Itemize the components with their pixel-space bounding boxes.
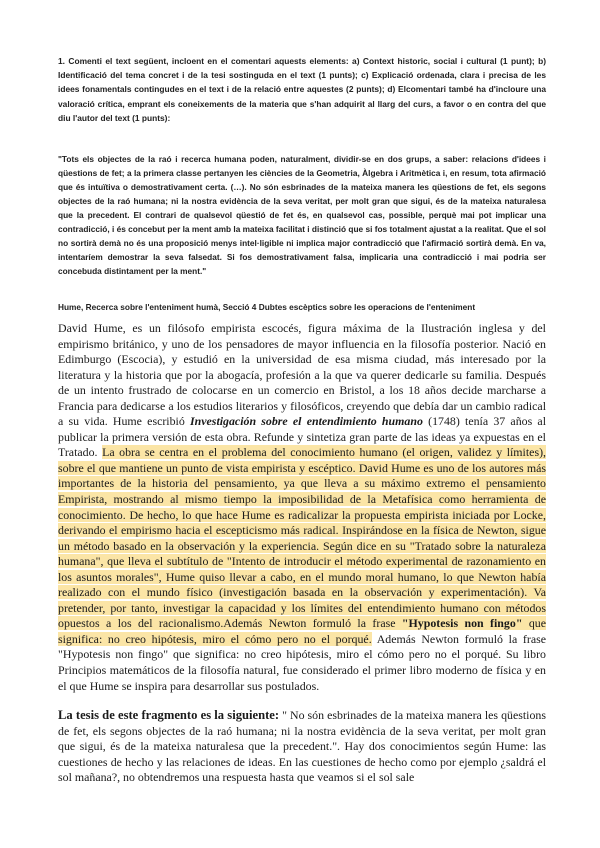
book-title: Investigación sobre el entendimiento humano [190,414,423,429]
quote-source: Hume, Recerca sobre l'enteniment humà, Secció 4 Dubtes escèptics sobre les operacions de l'enteniment [58,302,476,312]
highlighted-text-end: que significa: no creo hipótesis, miro el cómo pero no el porqué. [58,616,546,646]
essay-paragraph-1 [58,321,546,694]
thesis-label: La tesis de este fragmento es la siguiente: [58,708,280,722]
highlighted-passage [58,445,546,646]
essay-closing-text: Además Newton formuló la frase "Hypotesis non fingo" que significa: no creo hipótesis, miro el cómo pero no el porqué. Su libro Principios matemáticos de la filosofía natural, fue considerado el primer libro moderno de física y en el que Hume se inspira para desarrollar sus postulados. [58,631,547,693]
highlighted-text: La obra se centra en el problema del conocimiento humano (el origen, validez y límites), sobre el que mantiene un punto de vista empirista y escéptico. David Hume es uno de los autores más importantes de la historia del pensamiento, ya que lleva a su máximo extremo el pensamiento Empirista, mostrando al mismo tiempo la imposibilidad de la Metafísica como herramienta de conocimiento. De hecho, lo que hace Hume es radicalizar la propuesta empirista iniciada por Locke, derivando el empirismo hacia el escepticismo más radical. Inspirándose en la física de Newton, sigue un método basado en la observación y la experiencia. Según dice en su "Tratado sobre la naturaleza humana", que lleva el subtítulo de "Intento de introducir el método experimental de razonamiento en los asuntos morales", Hume quiso llevar a cabo, en el mundo moral humano, lo que Newton había realizado con el mundo físico (investigación basada en la observación y experimentación). Va pretender, por tanto, investigar la capacidad y los límites del entendimiento humano con métodos opuestos a los del racionalismo.Además Newton formuló la frase [58,445,547,631]
thesis-text: " No són esbrinades de la mateixa manera les qüestions de fet, els segons objectes de la raó humana; ni la nostra evidència de la seva veritat, per molt gran que sigui, és de la mateixa naturalesa que la precedent.". Hay dos conocimientos según Hume: las cuestiones de hecho y las relaciones de ideas. En las cuestiones de hecho como por ejemplo ¿saldrá el sol mañana?, no obtendremos una respuesta hasta que veamos si el sol sale [58,708,546,785]
essay-thesis-paragraph [58,708,546,786]
essay-book-text: (1748) tenía 37 años al publicar la primera versión de esta obra. Refunde y sintetiza gran parte de las ideas ya expuestas en el Tratado. [58,414,546,460]
essay-intro-text: David Hume, es un filósofo empirista escocés, figura máxima de la Ilustración inglesa y del empirismo británico, y uno de los pensadores de mayor influencia en la filosofía posterior. Nació en Edimburgo (Escocia), y estudió en la universidad de esa misma ciudad, más interesado por la literatura y la historia que por la abogacía, profesión a la que va querer dedicarle su familia. Después de un intento frustrado de colocarse en un comercio en Bristol, a los 18 años decide marcharse a Francia para dedicarse a los estudios literarios y filosóficos, creyendo que debía dar un cambio radical a su vida. Hume escribió [58,321,546,429]
exam-question: 1. Comenti el text següent, incloent en el comentari aquests elements: a) Context historic, social i cultural (1 punt); b) Identificació del tema concret i de la tesi sostinguda en el text (1 punts); c) Explicació ordenada, clara i precisa de les idees fonamentals contingudes en el text i de la relació entre aquestes (2 punts); d) Elcomentari també ha d'incloure una valoració crítica, emprant els coneixements de la materia que s'han adquirit al llarg del curs, a favor o en contra del que diu l'autor del text (1 punts): [58,56,546,123]
newton-quote: "Hypotesis non fingo" [401,616,523,631]
hume-quote: "Tots els objectes de la raó i recerca humana poden, naturalment, dividir-se en dos grups, a saber: relacions d'idees i qüestions de fet; a la primera classe pertanyen les ciències de la Geometria, Àlgebra i Aritmètica i, en resum, tota afirmació que és intuïtiva o demostrativament certa. (…). No són esbrinades de la mateixa manera les qüestions de fet, els segons objectes de la raó humana; ni la nostra evidència de la seva veritat, per molt gran que sigui, és de la mateixa naturalesa que la precedent. El contrari de qualsevol qüestió de fet és, en qualsevol cas, possible, perquè mai pot implicar una contradicció, i és concebut per la ment amb la mateixa facilitat i distinció que si fos totalment ajustat a la realitat. Que el sol no sortirà demà no és una proposició menys intel·ligible ni implica major contradicció que l'afirmació sortirà demà. En va, intentaríem demostrar la seva falsedat. Si fos demostrativament falsa, implicaria una contradicció i mai podria ser concebuda distintament per la ment." [58,154,546,276]
